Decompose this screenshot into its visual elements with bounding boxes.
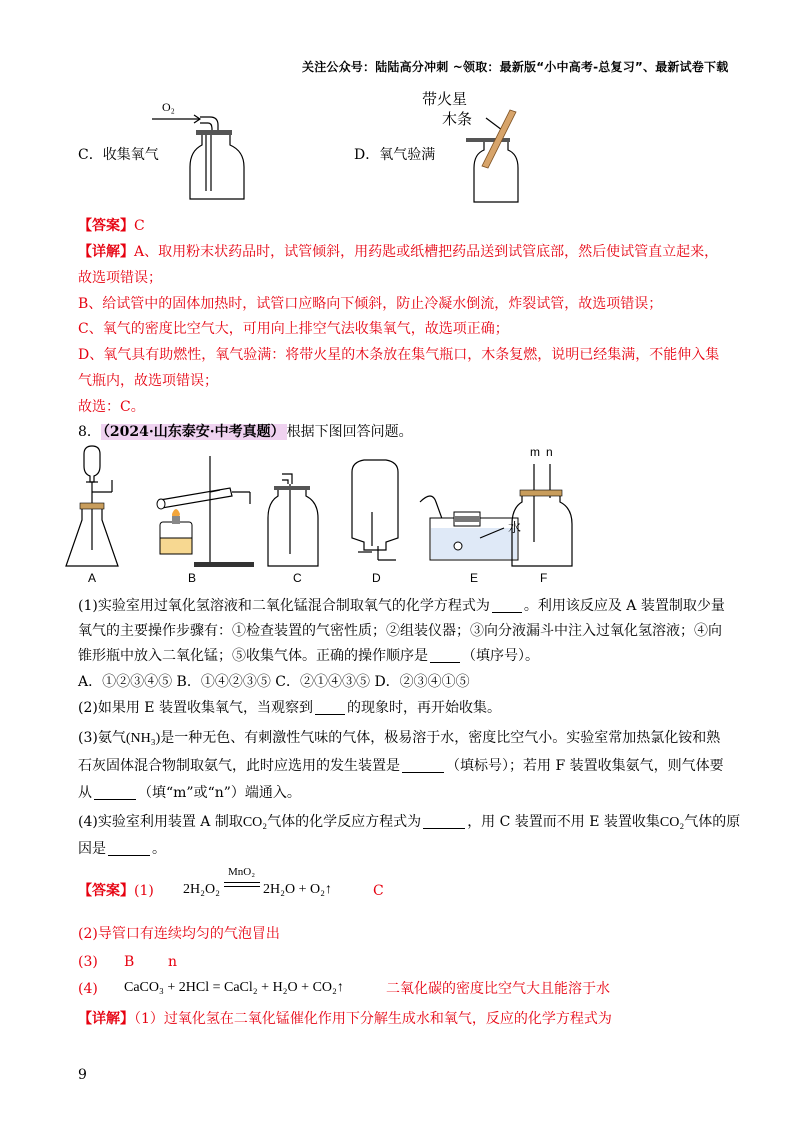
apparatus-figure bbox=[60, 442, 580, 587]
co2-formula: CO₂ bbox=[242, 815, 268, 830]
ans1-rhs: 2H₂O + O₂↑ bbox=[263, 882, 332, 897]
ans3-generator: B bbox=[124, 954, 135, 970]
splint-label-2: 木条 bbox=[442, 110, 473, 128]
apparatus-c bbox=[268, 474, 318, 585]
page-header: 关注公众号：陆陆高分冲刺 ~领取：最新版“小中高考-总复习”、最新试卷下载 bbox=[302, 60, 729, 74]
option-c-label: C．收集氧气 bbox=[78, 147, 159, 163]
q8-p4-line1 bbox=[78, 813, 740, 832]
detail-c: C、氧气的密度比空气大，可用向上排空气法收集氧气，故选项正确； bbox=[78, 321, 509, 337]
p3-text-f: （填“m”或“n”）端通入。 bbox=[138, 785, 301, 801]
p2-text-a: (2)如果用 E 装置收集氧气，当观察到 bbox=[78, 700, 313, 716]
label-f: F bbox=[540, 571, 548, 585]
o2-label: O₂ bbox=[162, 100, 175, 114]
option-d-label: D．氧气验满 bbox=[354, 147, 436, 163]
apparatus-a bbox=[66, 446, 118, 585]
detail-label: 【详解】 bbox=[78, 1011, 134, 1027]
p1-text-d: 锥形瓶中放入二氧化锰；⑤收集气体。正确的操作顺序是 bbox=[78, 648, 428, 664]
answer-label: 【答案】 bbox=[78, 218, 134, 234]
p4-text-a: (4)实验室利用装置 A 制取 bbox=[78, 814, 243, 830]
blank-phenomenon[interactable] bbox=[315, 700, 345, 715]
question-stem: 根据下图回答问题。 bbox=[286, 424, 413, 440]
detail-a-line2: 故选项错误； bbox=[78, 270, 162, 286]
p4-text-d: 气体的原 bbox=[684, 814, 741, 830]
ans3-port: n bbox=[168, 954, 178, 970]
blank-generator[interactable] bbox=[402, 758, 444, 773]
p3-text-c: 石灰固体混合物制取氨气，此时应选用的发生装置是 bbox=[78, 758, 400, 774]
apparatus-f bbox=[512, 445, 572, 585]
label-a: A bbox=[88, 571, 97, 585]
detail-b: B、给试管中的固体加热时，试管口应略向下倾斜，防止冷凝水倒流，炸裂试管，故选项错误； bbox=[78, 296, 663, 312]
ans3-number: (3) bbox=[78, 954, 98, 970]
page-number: 9 bbox=[78, 1067, 87, 1083]
apparatus-b bbox=[157, 456, 254, 585]
label-d: D bbox=[372, 571, 381, 585]
blank-equation[interactable] bbox=[492, 598, 522, 613]
detail-d-line2: 气瓶内，故选项错误； bbox=[78, 373, 218, 389]
q7-answer bbox=[78, 217, 145, 235]
ans1-choice: C bbox=[373, 883, 384, 899]
question-source: （2024·山东泰安·中考真题） bbox=[102, 424, 285, 440]
p1-text-e: （填序号）。 bbox=[462, 648, 539, 664]
question-number: 8． bbox=[78, 424, 101, 440]
ans1-catalyst: MnO₂ bbox=[228, 866, 256, 878]
ans1-equals-top bbox=[224, 882, 260, 883]
port-n: n bbox=[546, 445, 553, 459]
ans1-equals-bottom bbox=[224, 886, 260, 887]
blank-port[interactable] bbox=[94, 785, 136, 800]
blank-reason[interactable] bbox=[108, 841, 150, 856]
p3-text-b: 是一种无色、有刺激性气味的气体，极易溶于水，密度比空气小。实验室常加热氯化铵和熟 bbox=[160, 730, 721, 746]
p4-text-c: ，用 C 装置而不用 E 装置收集 bbox=[467, 814, 660, 830]
ans4-equation: CaCO₃ + 2HCl = CaCl₂ + H₂O + CO₂↑ bbox=[124, 980, 344, 995]
ans2: (2)导管口有连续均匀的气泡冒出 bbox=[78, 926, 280, 942]
label-b: B bbox=[188, 571, 197, 585]
answer-value: C bbox=[134, 218, 145, 234]
ans1-number: (1) bbox=[134, 883, 154, 899]
q8-p4-line2 bbox=[78, 840, 166, 858]
p2-text-b: 的现象时，再开始收集。 bbox=[346, 700, 501, 716]
ans4-number: (4) bbox=[78, 981, 98, 997]
ans4-reason: 二氧化碳的密度比空气大且能溶于水 bbox=[386, 981, 610, 997]
q8-p1-line1 bbox=[78, 597, 725, 615]
p4-text-f: 。 bbox=[152, 841, 166, 857]
answer-label: 【答案】 bbox=[78, 883, 134, 899]
p1-text-a: (1)实验室用过氧化氢溶液和二氧化锰混合制取氧气的化学方程式为 bbox=[78, 598, 490, 614]
p3-text-a: (3)氨气 bbox=[78, 730, 126, 746]
detail-d-line1: D、氧气具有助燃性，氧气验满：将带火星的木条放在集气瓶口，木条复燃，说明已经集满，不能伸入集 bbox=[78, 347, 720, 363]
blank-order[interactable] bbox=[430, 648, 460, 663]
blank-co2-equation[interactable] bbox=[423, 814, 465, 829]
ans1-lhs: 2H₂O₂ bbox=[183, 882, 220, 897]
q8-p3-line2 bbox=[78, 757, 724, 775]
water-label: 水 bbox=[508, 521, 522, 536]
label-e: E bbox=[470, 571, 479, 585]
q8-p1-line3 bbox=[78, 647, 539, 665]
q8-answer-1 bbox=[78, 882, 154, 900]
q8-p2 bbox=[78, 699, 501, 717]
p3-text-e: 从 bbox=[78, 785, 92, 801]
p4-text-e: 因是 bbox=[78, 841, 106, 857]
collect-oxygen-figure bbox=[150, 95, 260, 205]
q8-p1-line2: 氧气的主要操作步骤有：①检查装置的气密性质；②组装仪器；③向分液漏斗中注入过氧化氢溶液；④向 bbox=[78, 623, 722, 639]
detail-line1: （1）过氧化氢在二氧化锰催化作用下分解生成水和氧气，反应的化学方程式为 bbox=[134, 1011, 612, 1027]
port-m: m bbox=[530, 445, 540, 459]
p4-text-b: 气体的化学反应方程式为 bbox=[267, 814, 422, 830]
q8-p3-line3 bbox=[78, 784, 301, 802]
p3-text-d: （填标号）；若用 F 装置收集氨气，则气体要 bbox=[446, 758, 724, 774]
q7-detail-a1 bbox=[78, 243, 718, 261]
label-c: C bbox=[293, 571, 302, 585]
apparatus-e bbox=[420, 496, 521, 585]
q8-stem bbox=[78, 423, 413, 441]
q8-p3-line1 bbox=[78, 729, 720, 748]
q8-detail bbox=[78, 1010, 612, 1028]
detail-label: 【详解】 bbox=[78, 244, 134, 260]
splint-label-1: 带火星 bbox=[422, 90, 468, 108]
detail-a-line1: A、取用粉末状药品时，试管倾斜，用药匙或纸槽把药品送到试管底部，然后使试管直立起来， bbox=[134, 244, 719, 260]
co2-formula-2: CO₂ bbox=[659, 815, 685, 830]
q8-choices: A．①②③④⑤ B．①④②③⑤ C．②①④③⑤ D．②③④①⑤ bbox=[78, 674, 470, 690]
nh3-formula: (NH₃) bbox=[125, 731, 161, 746]
q7-conclusion: 故选：C。 bbox=[78, 399, 145, 415]
apparatus-d bbox=[352, 460, 398, 585]
p1-text-b: 。利用该反应及 A 装置制取少量 bbox=[523, 598, 725, 614]
oxygen-full-test-figure bbox=[420, 88, 530, 206]
